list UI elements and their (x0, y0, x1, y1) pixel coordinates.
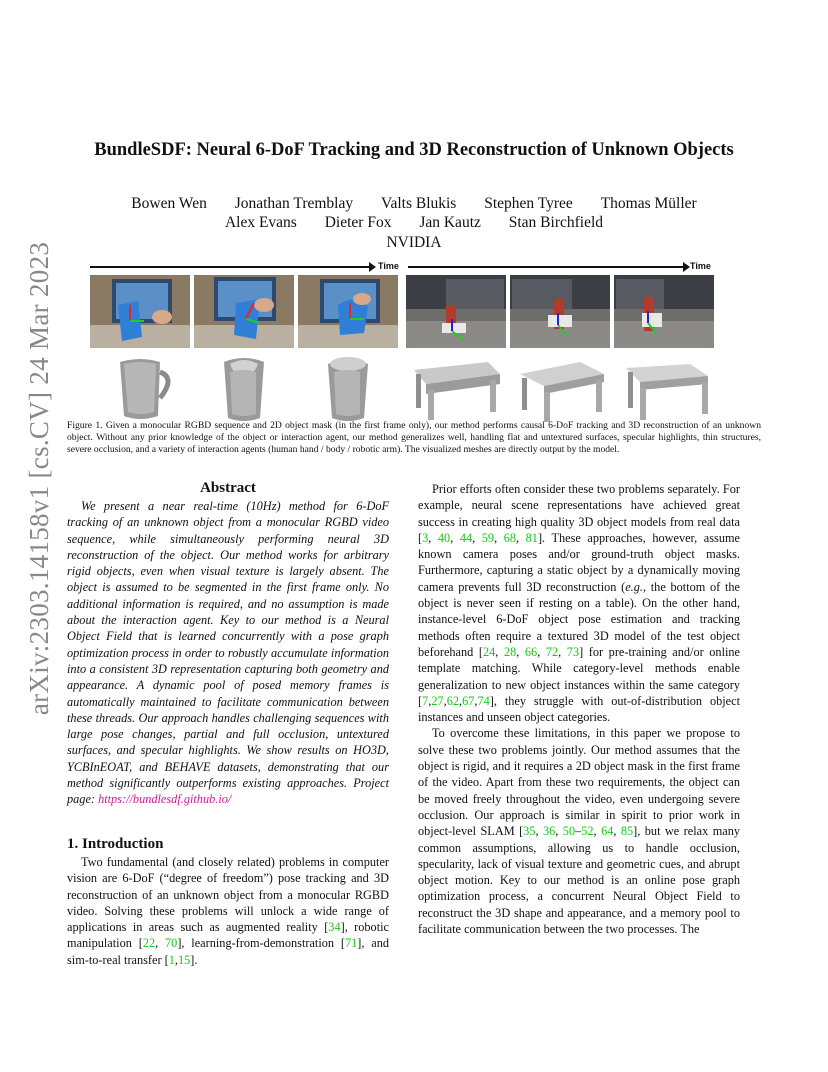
abstract-body (67, 498, 389, 808)
citation-link[interactable]: 7 (422, 693, 429, 708)
author: Alex Evans (224, 214, 297, 231)
citation-link[interactable]: 71 (344, 936, 358, 951)
text-run: e.g. (625, 579, 643, 594)
time-arrow-left (90, 266, 370, 268)
citation-link[interactable]: 27 (431, 693, 444, 708)
citation-link[interactable]: 40 (437, 530, 451, 545)
citation-link[interactable]: 85 (620, 824, 634, 839)
text-run: , the bottom of the object is never seen if resting on a table). On the other hand, instance-level 6-DoF object pose estimation and tracking methods often require a textured 3D model of the test object beforehand [ (418, 579, 741, 659)
citation-link[interactable]: 62 (446, 693, 460, 708)
citation-link[interactable]: 15 (177, 952, 191, 967)
citation-link[interactable]: 67 (462, 693, 475, 708)
citation-link[interactable]: 81 (525, 530, 538, 545)
right-column-body (418, 481, 740, 937)
author: Stan Birchfield (508, 214, 604, 231)
citation-link[interactable]: 28 (503, 644, 517, 659)
text-run: ], they struggle with out-of-distribution object instances and unseen object categories. (418, 693, 740, 725)
text-run: ] for pre-training and/or online template matching. While category-level methods enable generalization to new object instances within the same category [ (418, 644, 741, 708)
text-run: ], learning-from-demonstration [ (177, 936, 345, 951)
citation-link[interactable]: 22 (142, 936, 156, 951)
video-frame-body-3 (614, 275, 714, 348)
mesh-table-3 (614, 354, 714, 426)
time-label-left: Time (378, 261, 399, 271)
text-run: ], but we relax many common assumptions, allowing us to handle occlusion, specularity, lack of visual texture and geometric cues, and abrupt object motion. Key to our method is an online pose graph optimization process, a concurrent Neural Object Field to reconstruct the 3D shape and appearance, and a memory pool to facilitate communication between the two processes. The (418, 824, 741, 937)
video-frame-hand-2 (194, 275, 294, 348)
time-arrow-right (408, 266, 684, 268)
abstract-heading: Abstract (200, 480, 256, 496)
mesh-table-1 (406, 354, 506, 426)
citation-link[interactable]: 1 (168, 952, 175, 967)
paper-title: BundleSDF: Neural 6-DoF Tracking and 3D Reconstruction of Unknown Objects (94, 140, 734, 160)
citation-link[interactable]: 64 (601, 824, 614, 839)
author: Bowen Wen (131, 195, 207, 212)
section-heading-introduction: 1. Introduction (67, 836, 164, 852)
citation-link[interactable]: 44 (459, 530, 473, 545)
paragraph: Prior efforts often consider these two problems separately. For example, neural scene representations have achieved great success in creating high quality 3D object models from real data [3, 40, 44, 59, 68, 81]. These approaches, however, assume known camera poses and/or ground-truth object masks. Furthermore, capturing a static object by a dynamically moving camera prevents full 3D reconstruction (e.g., the bottom of the object is never seen if resting on a table). On the other hand, instance-level 6-DoF object pose estimation and tracking methods often require a textured 3D model of the test object beforehand [24, 28, 66, 72, 73] for pre-training and/or online template matching. While category-level methods enable generalization to new object instances within the same category [7,27,62,67,74], they struggle with out-of-distribution object instances and unseen object categories. (418, 482, 741, 725)
author: Stephen Tyree (484, 195, 573, 212)
citation-link[interactable]: 74 (477, 693, 490, 708)
citation-link[interactable]: 3 (422, 530, 429, 545)
mesh-table-2 (510, 354, 610, 426)
project-page-link[interactable]: https://bundlesdf.github.io/ (98, 792, 232, 807)
text-run: ], and sim-to-real transfer [ (67, 936, 390, 967)
citation-link[interactable]: 36 (542, 824, 556, 839)
text-run: ]. (190, 952, 198, 967)
citation-link[interactable]: 34 (328, 920, 341, 935)
citation-link[interactable]: 24 (482, 644, 496, 659)
text-run: ], robotic manipulation [ (67, 920, 389, 951)
introduction-paragraph-1: Two fundamental (and closely related) problems in computer vision are 6-DoF (“degree of freedom”) pose tracking and 3D reconstruction of an unknown object from a monocular RGBD video. Solving these problems will unlock a wide range of applications in areas such as augmented reality [34], robotic manipulation [22, 70], learning-from-demonstration [71], and sim-to-real transfer [1,15]. (67, 855, 390, 967)
mesh-pitcher-1 (90, 354, 190, 426)
citation-link[interactable]: 52 (581, 824, 594, 839)
figure-caption: Figure 1. Given a monocular RGBD sequence and 2D object mask (in the first frame only), our method performs causal 6-DoF tracking and 3D reconstruction of an unknown object. Without any prior knowledge of the object or interaction agent, our method generalizes well, handling flat and untextured surfaces, specular highlights, thin structures, severe occlusion, and a variety of interaction agents (human hand / body / robotic arm). The visualized meshes are directly output by the model. (67, 420, 761, 456)
citation-link[interactable]: 66 (524, 644, 538, 659)
time-label-right: Time (690, 261, 711, 271)
teaser-figure (90, 258, 716, 428)
citation-link[interactable]: 50 (562, 824, 576, 839)
mesh-pitcher-3 (298, 354, 398, 426)
author-list-line1 (60, 195, 768, 213)
video-frame-body-2 (510, 275, 610, 348)
citation-link[interactable]: 73 (566, 644, 580, 659)
text-run: To overcome these limitations, in this paper we propose to solve these two problems jointly. Our method assumes that the object is rigid, and it requires a 2D object mask in the first frame of the video. Apart from these two requirements, the object can be moved freely throughout the video, even undergoing severe occlusion. Our approach is similar in spirit to prior work in object-level SLAM [ (418, 726, 740, 839)
citation-link[interactable]: 72 (545, 644, 559, 659)
abstract-text: We present a near real-time (10Hz) method for 6-DoF tracking of an unknown object from a monocular RGBD video sequence, while simultaneously performing neural 3D reconstruction of the object. Our method works for arbitrary rigid objects, even when visual texture is largely absent. The object is assumed to be segmented in the first frame only. No additional information is required, and no assumption is made about the interaction agent. Key to our method is a Neural Object Field that is learned concurrently with a pose graph optimization process in order to robustly accumulate information into a consistent 3D representation capturing both geometry and appearance. A dynamic pool of posed memory frames is automatically maintained to facilitate communication between these threads. Our approach handles challenging sequences with large pose changes, partial and full occlusion, untextured surfaces, and specular highlights. We show results on HO3D, YCBInEOAT, and BEHAVE datasets, demonstrating that our method significantly outperforms existing approaches. Project page: (67, 499, 389, 807)
arxiv-id-text: arXiv:2303.14158v1 [cs.CV] 24 Mar 2023 (24, 241, 55, 715)
mesh-pitcher-2 (194, 354, 294, 426)
video-frame-hand-1 (90, 275, 190, 348)
author: Jonathan Tremblay (234, 195, 354, 212)
video-frame-body-1 (406, 275, 506, 348)
arxiv-identifier (20, 241, 60, 715)
video-frame-hand-3 (298, 275, 398, 348)
author: Thomas Müller (600, 195, 697, 212)
affiliation: NVIDIA (386, 234, 442, 251)
citation-link[interactable]: 59 (481, 530, 495, 545)
author: Jan Kautz (419, 214, 481, 231)
author: Valts Blukis (380, 195, 457, 212)
author: Dieter Fox (324, 214, 392, 231)
citation-link[interactable]: 70 (165, 936, 178, 951)
text-run: Prior efforts often consider these two problems separately. For example, neural scene representations have achieved great success in creating high quality 3D object models from real data [ (418, 482, 740, 545)
author-list-line2 (60, 214, 768, 232)
citation-link[interactable]: 35 (523, 824, 536, 839)
paragraph: To overcome these limitations, in this paper we propose to solve these two problems jointly. Our method assumes that the object is rigid, and it requires a 2D object mask in the first frame of the video. Apart from these two requirements, the object can be moved freely throughout the video, even undergoing severe occlusion. Our approach is similar in spirit to prior work in object-level SLAM [35, 36, 50–52, 64, 85], but we relax many common assumptions, allowing us to handle occlusion, specularity, lack of visual texture and geometric cues, and abrupt object motion. Key to our method is an online pose graph optimization process, a concurrent Neural Object Field to reconstruct the 3D shape and appearance, and a memory pool to facilitate communication between the two processes. The (418, 726, 741, 937)
citation-link[interactable]: 68 (503, 530, 517, 545)
text-run: ]. These approaches, however, assume known camera poses and/or ground-truth object masks. Furthermore, capturing a static object by a dynamically moving camera prevents full 3D reconstruction ( (418, 530, 740, 594)
text-run: Two fundamental (and closely related) problems in computer vision are 6-DoF (“degree of freedom”) pose tracking and 3D reconstruction of an unknown object from a monocular RGBD video. Solving these problems will unlock a wide range of applications in areas such as augmented reality [ (67, 855, 389, 935)
